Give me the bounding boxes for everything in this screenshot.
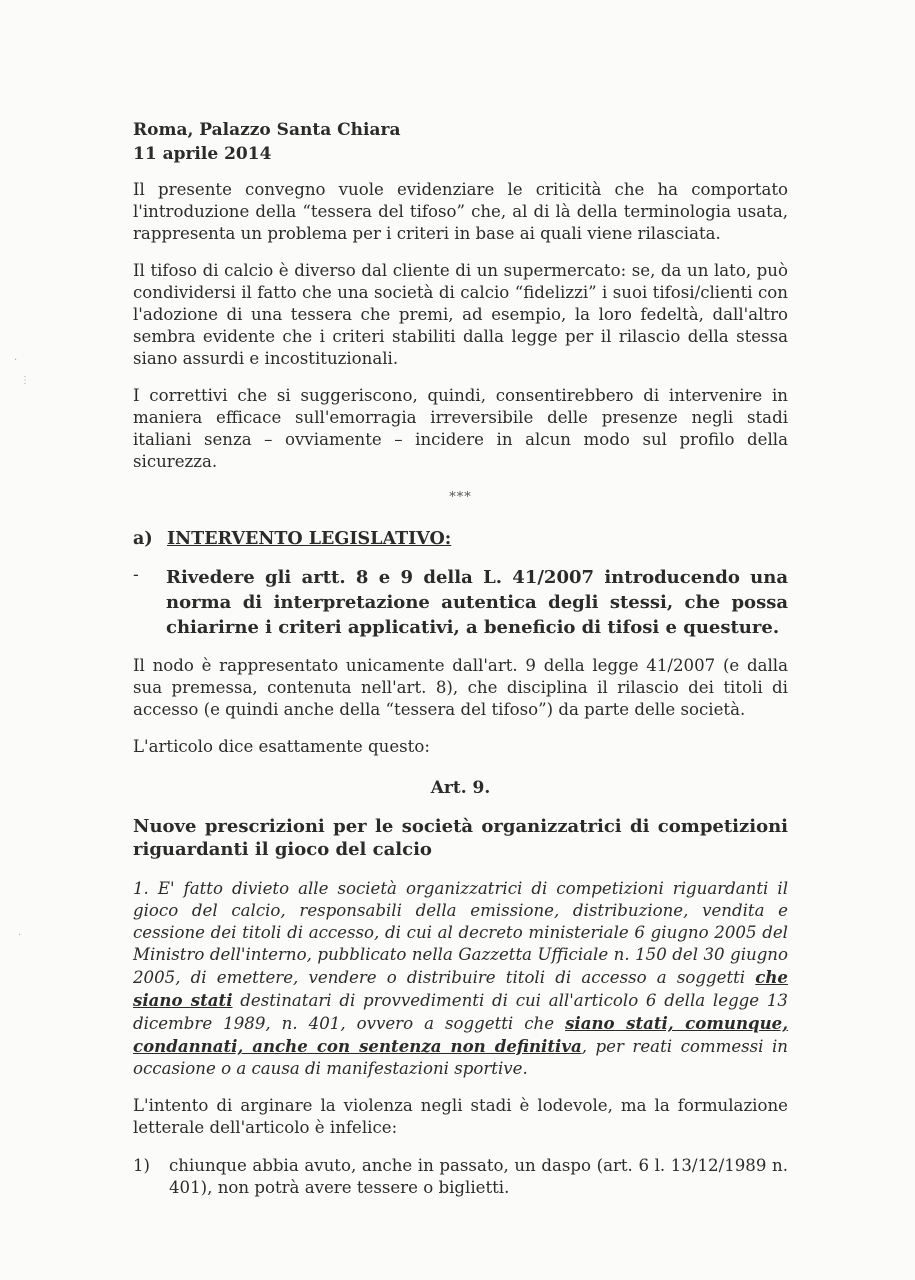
- section-title: INTERVENTO LEGISLATIVO:: [167, 529, 452, 549]
- intro-paragraph-2: Il tifoso di calcio è diverso dal cliente di un supermercato: se, da un lato, può condividersi il fatto che una società di calcio “fidelizzi” i suoi tifosi/clienti con l'adozione di una tessera che premi, ad esempio, la loro fedeltà, dall'altro sembra evidente che i criteri stabiliti dalla legge per il rilascio della stessa siano assurdi e incostituzionali.: [133, 261, 788, 368]
- bullet-dash: -: [133, 565, 139, 585]
- intro-paragraph-1: Il presente convegno vuole evidenziare le criticità che ha comportato l'introduzione della “tessera del tifoso” che, al di là della terminologia usata, rappresenta un problema per i criteri in base ai quali viene rilasciata.: [133, 180, 788, 243]
- document-body: [133, 118, 788, 1199]
- article-title: Nuove prescrizioni per le società organizzatrici di competizioni riguardanti il gioco del calcio: [133, 816, 788, 860]
- quote-text: 1. E' fatto divieto alle società organizzatrici di competizioni riguardanti il gioco del calcio, responsabili della emissione, distribuzione, vendita e cessione dei titoli di accesso, di cui al decreto ministeriale 6 giugno 2005 del Ministro dell'interno, pubblicato nella Gazzetta Ufficiale n. 150 del 30 giugno 2005, di emettere, vendere o distribuire titoli di accesso a soggetti: [133, 879, 788, 987]
- list-item-text: chiunque abbia avuto, anche in passato, un daspo (art. 6 l. 13/12/1989 n. 401), non potrà avere tessere o biglietti.: [169, 1156, 788, 1197]
- header-date: 11 aprile 2014: [133, 144, 272, 164]
- article-number: Art. 9.: [430, 778, 491, 798]
- list-item: [133, 1155, 788, 1199]
- conclusion-paragraph: L'intento di arginare la violenza negli stadi è lodevole, ma la formulazione letterale dell'articolo è infelice:: [133, 1096, 788, 1137]
- header-place: Roma, Palazzo Santa Chiara: [133, 120, 401, 140]
- bullet-text: Rivedere gli artt. 8 e 9 della L. 41/2007 introducendo una norma di interpretazione autentica degli stessi, che possa chiarirne i criteri applicativi, a beneficio di tifosi e questure.: [166, 567, 788, 638]
- article-quote: [133, 878, 788, 1080]
- list-item-number: 1): [133, 1156, 151, 1175]
- quote-emphasis: che siano stati: [133, 967, 788, 1010]
- separator: ***: [449, 490, 472, 505]
- quote-emphasis: siano stati, comunque, condannati, anche con sentenza non definitiva: [133, 1013, 789, 1056]
- intro-paragraph-3: I correttivi che si suggeriscono, quindi, consentirebbero di intervenire in maniera efficace sull'emorragia irreversibile delle presenze negli stadi italiani senza – ovviamente – incidere in alcun modo sul profilo della sicurezza.: [133, 386, 788, 471]
- section-heading: [133, 529, 788, 549]
- body-paragraph-1: Il nodo è rappresentato unicamente dall'art. 9 della legge 41/2007 (e dalla sua premessa, contenuta nell'art. 8), che disciplina il rilascio dei titoli di accesso (e quindi anche della “tessera del tifoso”) da parte delle società.: [133, 656, 788, 719]
- scan-mark: ·: [14, 355, 18, 366]
- quote-text: destinatari di provvedimenti di cui all'articolo 6 della legge 13 dicembre 1989, n. 401, ovvero a soggetti che: [133, 991, 788, 1033]
- body-paragraph-2: L'articolo dice esattamente questo:: [133, 737, 430, 756]
- quote-text: , per reati commessi in occasione o a causa di manifestazioni sportive.: [133, 1037, 788, 1078]
- scan-mark: ·: [18, 930, 22, 941]
- bullet-item: [133, 565, 788, 640]
- section-label: a): [133, 529, 153, 549]
- scan-mark: ⋮: [20, 375, 30, 386]
